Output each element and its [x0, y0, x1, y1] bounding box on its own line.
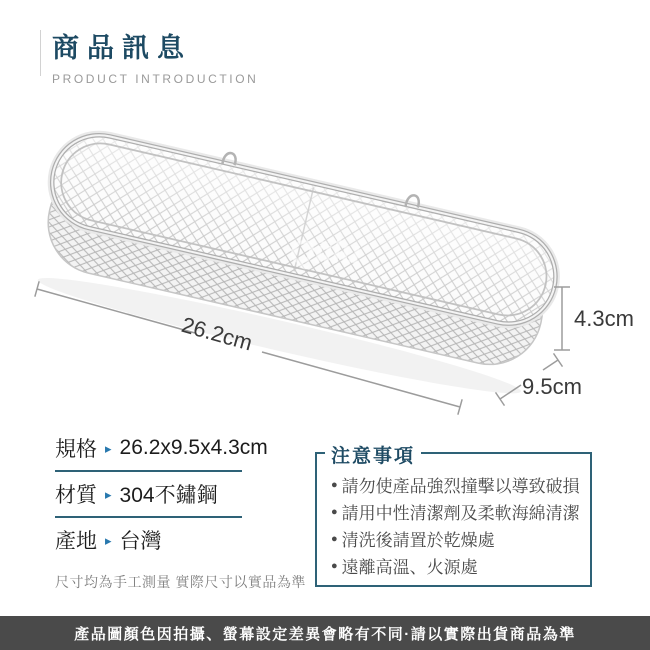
spec-row-size	[55, 426, 305, 470]
dimension-height-label: 4.3cm	[574, 306, 634, 331]
spec-value: 台灣	[119, 530, 162, 553]
header-accent-line	[40, 30, 41, 76]
spec-row-material	[55, 472, 305, 516]
notice-title: 注意事項	[325, 441, 421, 468]
spec-list	[55, 426, 305, 592]
notice-item-text: 清洗後請置於乾燥處	[341, 531, 495, 550]
spec-value: 26.2x9.5x4.3cm	[119, 436, 268, 459]
bullet-icon: ●	[331, 532, 338, 545]
bullet-icon: ●	[331, 505, 338, 518]
bullet-icon: ●	[331, 559, 338, 572]
page-title: 商品訊息	[52, 33, 192, 63]
notice-item	[331, 471, 590, 498]
dimension-depth-label: 9.5cm	[522, 374, 582, 399]
notice-box	[315, 446, 592, 587]
disclaimer-bar	[0, 616, 650, 650]
disclaimer-text: 產品圖顏色因拍攝、螢幕設定差異會略有不同·請以實際出貨商品為準	[74, 625, 576, 643]
dimension-height	[554, 287, 634, 350]
notice-item-text: 請勿使產品強烈撞擊以導致破損	[341, 477, 580, 496]
spec-label: 規格	[55, 438, 97, 461]
product-image	[0, 128, 650, 428]
page-subtitle: PRODUCT INTRODUCTION	[52, 72, 259, 86]
measurement-note: 尺寸均為手工測量 實際尺寸以實品為準	[55, 574, 306, 590]
notice-item-text: 遠離高溫、火源處	[341, 558, 478, 577]
spec-label: 材質	[55, 484, 97, 507]
notice-item-text: 請用中性清潔劑及柔軟海綿清潔	[341, 504, 580, 523]
dimension-length-label: 26.2cm	[178, 312, 256, 356]
notice-item	[331, 552, 590, 579]
page-header	[52, 26, 258, 86]
notice-list	[317, 454, 590, 579]
notice-item	[331, 525, 590, 552]
arrow-right-icon: ▸	[105, 441, 112, 456]
notice-item	[331, 498, 590, 525]
arrow-right-icon: ▸	[105, 533, 112, 548]
spec-label: 產地	[55, 530, 97, 553]
watermark: Qiilu	[289, 234, 361, 270]
arrow-right-icon: ▸	[105, 487, 112, 502]
spec-row-origin	[55, 518, 305, 562]
spec-value: 304不鏽鋼	[119, 484, 218, 507]
bullet-icon: ●	[331, 478, 338, 491]
